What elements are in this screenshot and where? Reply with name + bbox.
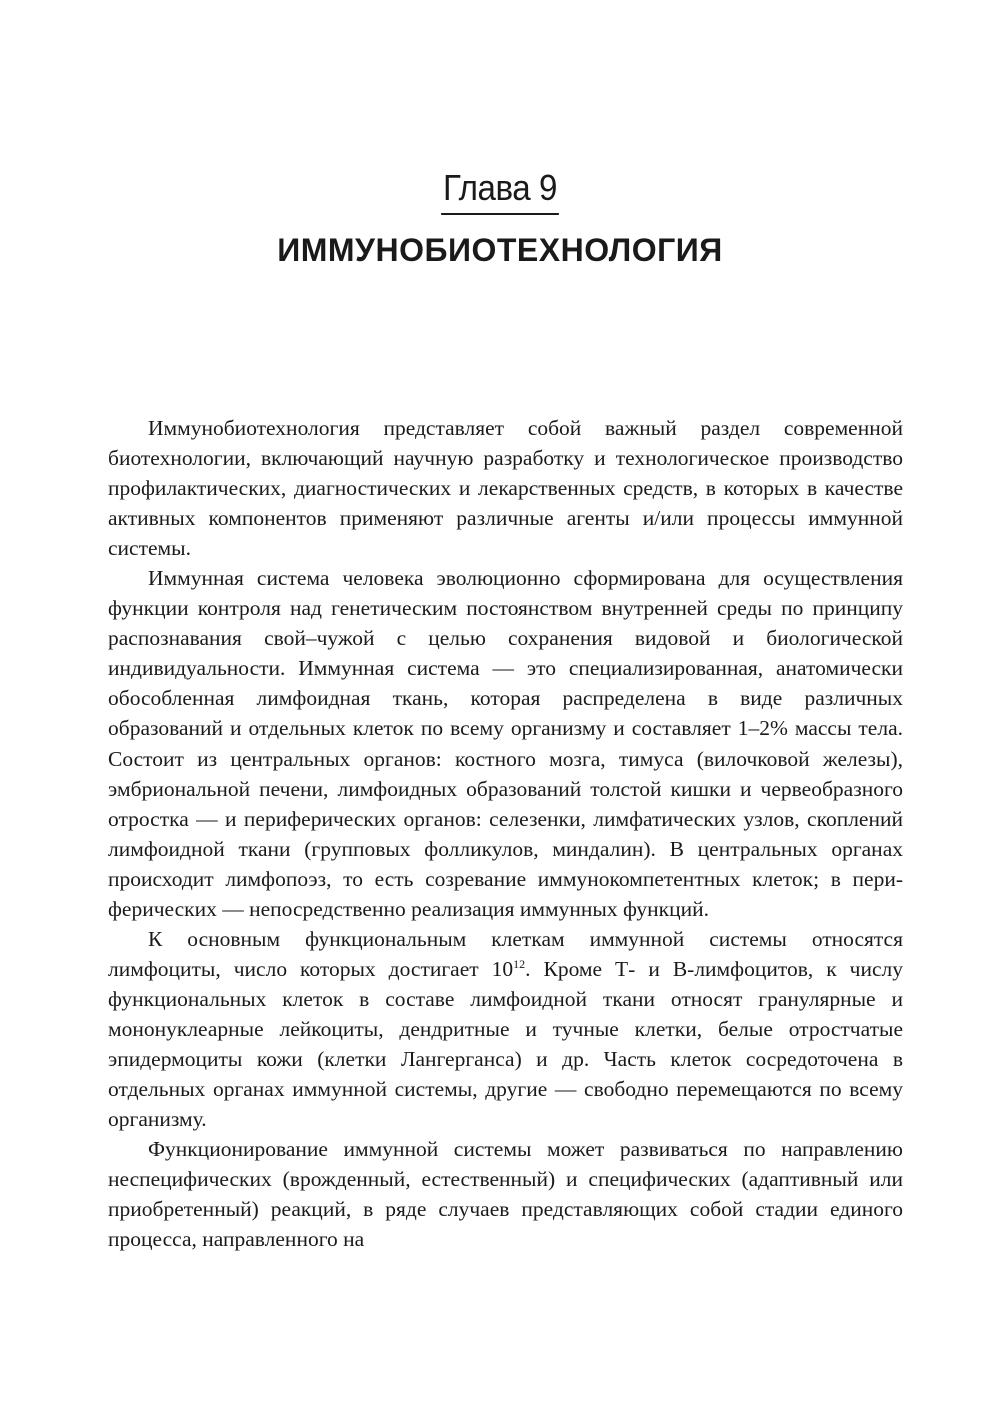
chapter-body	[108, 413, 903, 1254]
chapter-title: ИММУНОБИОТЕХНОЛОГИЯ	[277, 232, 723, 268]
paragraph-2: Иммунная система человека эволюционно сформирована для осуществления функции контроля над генетическим постоянством внутренней среды по принципу распознавания свой–чужой с целью сохранения видовой и биологической индивидуальности. Иммунная система — это специализированная, анатомически обособленная лимфоидная ткань, которая распределена в виде различных образований и отдельных клеток по всему организму и составляет 1–2% массы тела. Состоит из центральных органов: костного мозга, тимуса (вилочковой железы), эмбриональной печени, лимфоидных образований толстой кишки и червеобразного отростка — и периферических органов: селезенки, лимфатических узлов, скоплений лимфоидной ткани (групповых фолликулов, миндалин). В центральных органах происходит лимфопоэз, то есть созревание иммунокомпетентных клеток; в периферических — непосредственно реализация иммунных функций.	[108, 566, 903, 921]
paragraph-3-text-end: . Кроме Т- и В-лимфоцитов, к числу функциональных клеток в составе лимфоидной ткани относят гранулярные и мононуклеарные лейкоциты, дендритные и тучные клетки, белые отростчатые эпидермоциты кожи (клетки Лангерганса) и др. Часть клеток сосредоточена в отдельных органах иммунной системы, другие — свободно перемещаются по всему организму.	[108, 956, 903, 1132]
paragraph-4: Функционирование иммунной системы может развиваться по направлению неспецифических (врожденный, естественный) и специфических (адаптивный или приобретенный) реакций, в ряде случаев представляющих собой стадии единого процесса, направленного на	[108, 1137, 903, 1252]
exponent: 12	[513, 956, 526, 971]
paragraph-1: Иммунобиотехнология представляет собой важный раздел современной биотехнологии, включающий научную разработку и технологическое производство профилактических, диагностических и лекарственных средств, в которых в качестве активных компонентов применяют различные агенты и/или процессы иммунной системы.	[108, 416, 903, 561]
paragraph-3-text-start: К основным функциональным клеткам иммунной системы относятся лимфоциты, число которых достигает 10	[108, 926, 903, 981]
paragraph-3	[108, 924, 903, 1134]
chapter-number-heading	[40, 166, 960, 215]
chapter-number-text: Глава 9	[441, 166, 559, 215]
